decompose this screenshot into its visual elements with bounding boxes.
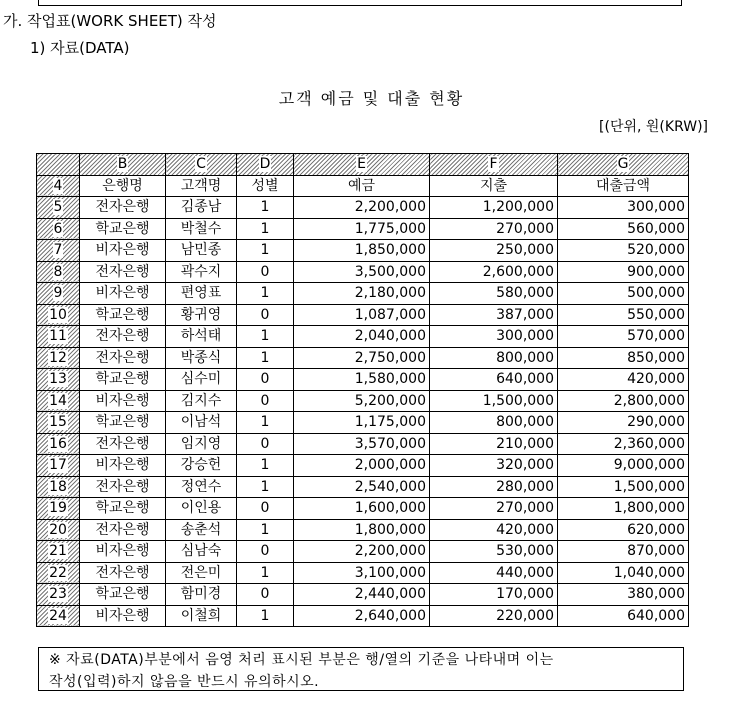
table-row xyxy=(37,519,689,541)
cell-bank: 전자은행 xyxy=(80,261,166,283)
cell-loan: 870,000 xyxy=(558,541,689,563)
worksheet-table xyxy=(36,153,689,627)
cell-expense: 800,000 xyxy=(430,347,558,369)
cell-bank: 학교은행 xyxy=(80,304,166,326)
cell-deposit: 1,175,000 xyxy=(294,412,430,434)
row-number: 15 xyxy=(37,412,80,434)
cell-expense: 1,500,000 xyxy=(430,390,558,412)
col-letter-g: G xyxy=(558,154,689,176)
cell-gender: 1 xyxy=(237,240,294,262)
table-row xyxy=(37,390,689,412)
cell-gender: 1 xyxy=(237,412,294,434)
col-letter-f: F xyxy=(430,154,558,176)
row-number: 13 xyxy=(37,369,80,391)
table-row xyxy=(37,304,689,326)
cell-bank: 학교은행 xyxy=(80,369,166,391)
table-row xyxy=(37,347,689,369)
cell-loan: 420,000 xyxy=(558,369,689,391)
cell-expense: 387,000 xyxy=(430,304,558,326)
cell-bank: 비자은행 xyxy=(80,390,166,412)
row-number: 24 xyxy=(37,605,80,627)
table-row xyxy=(37,584,689,606)
cell-gender: 1 xyxy=(237,218,294,240)
cell-bank: 학교은행 xyxy=(80,584,166,606)
cell-gender: 1 xyxy=(237,455,294,477)
row-number: 14 xyxy=(37,390,80,412)
table-row xyxy=(37,433,689,455)
row-number: 23 xyxy=(37,584,80,606)
row-number: 21 xyxy=(37,541,80,563)
cell-gender: 1 xyxy=(237,605,294,627)
cell-expense: 800,000 xyxy=(430,412,558,434)
cell-expense: 280,000 xyxy=(430,476,558,498)
cell-customer: 편영표 xyxy=(166,283,237,305)
row-number: 6 xyxy=(37,218,80,240)
table-row xyxy=(37,541,689,563)
table-row xyxy=(37,605,689,627)
cell-customer: 황귀영 xyxy=(166,304,237,326)
row-number: 4 xyxy=(37,175,80,197)
cell-expense: 640,000 xyxy=(430,369,558,391)
table-row xyxy=(37,197,689,219)
cell-customer: 박철수 xyxy=(166,218,237,240)
row-number: 5 xyxy=(37,197,80,219)
cell-expense: 320,000 xyxy=(430,455,558,477)
table-row xyxy=(37,326,689,348)
row-number: 9 xyxy=(37,283,80,305)
cell-expense: 2,600,000 xyxy=(430,261,558,283)
cell-deposit: 2,040,000 xyxy=(294,326,430,348)
table-row xyxy=(37,455,689,477)
cell-deposit: 2,200,000 xyxy=(294,541,430,563)
cell-gender: 0 xyxy=(237,369,294,391)
cell-bank: 비자은행 xyxy=(80,605,166,627)
row-number: 10 xyxy=(37,304,80,326)
cell-expense: 420,000 xyxy=(430,519,558,541)
row-number: 12 xyxy=(37,347,80,369)
cell-gender: 0 xyxy=(237,304,294,326)
cell-deposit: 1,600,000 xyxy=(294,498,430,520)
cell-customer: 송춘석 xyxy=(166,519,237,541)
cell-deposit: 2,180,000 xyxy=(294,283,430,305)
unit-label: [(단위, 원(KRW)] xyxy=(599,119,708,135)
cell-deposit: 1,087,000 xyxy=(294,304,430,326)
section-heading: 가. 작업표(WORK SHEET) 작성 xyxy=(3,12,217,30)
column-letter-row xyxy=(37,154,689,176)
col-letter-e: E xyxy=(294,154,430,176)
cell-deposit: 1,850,000 xyxy=(294,240,430,262)
row-number: 8 xyxy=(37,261,80,283)
cell-loan: 2,360,000 xyxy=(558,433,689,455)
row-number: 16 xyxy=(37,433,80,455)
header-bank: 은행명 xyxy=(80,175,166,197)
cell-expense: 270,000 xyxy=(430,498,558,520)
cell-customer: 정연수 xyxy=(166,476,237,498)
cell-gender: 0 xyxy=(237,433,294,455)
table-row xyxy=(37,562,689,584)
row-number: 7 xyxy=(37,240,80,262)
cell-bank: 비자은행 xyxy=(80,541,166,563)
cell-loan: 2,800,000 xyxy=(558,390,689,412)
cell-bank: 학교은행 xyxy=(80,498,166,520)
corner-cell xyxy=(37,154,80,176)
cell-loan: 380,000 xyxy=(558,584,689,606)
cell-customer: 함미경 xyxy=(166,584,237,606)
cell-loan: 290,000 xyxy=(558,412,689,434)
cell-gender: 1 xyxy=(237,283,294,305)
cell-expense: 210,000 xyxy=(430,433,558,455)
cell-bank: 전자은행 xyxy=(80,326,166,348)
note-box xyxy=(38,647,684,691)
cell-customer: 심남숙 xyxy=(166,541,237,563)
cell-bank: 학교은행 xyxy=(80,218,166,240)
cell-bank: 전자은행 xyxy=(80,476,166,498)
table-title: 고객 예금 및 대출 현황 xyxy=(278,89,465,108)
note-line-2: 작성(입력)하지 않음을 반드시 유의하시오. xyxy=(49,674,320,690)
cell-bank: 학교은행 xyxy=(80,412,166,434)
col-letter-c: C xyxy=(166,154,237,176)
cell-expense: 580,000 xyxy=(430,283,558,305)
table-row xyxy=(37,369,689,391)
cell-customer: 이남석 xyxy=(166,412,237,434)
row-number: 22 xyxy=(37,562,80,584)
cell-expense: 220,000 xyxy=(430,605,558,627)
header-customer: 고객명 xyxy=(166,175,237,197)
cell-loan: 1,040,000 xyxy=(558,562,689,584)
cell-deposit: 1,580,000 xyxy=(294,369,430,391)
cell-customer: 이철희 xyxy=(166,605,237,627)
cell-customer: 김지수 xyxy=(166,390,237,412)
cell-customer: 곽수지 xyxy=(166,261,237,283)
cell-customer: 이인용 xyxy=(166,498,237,520)
cell-gender: 1 xyxy=(237,326,294,348)
cell-bank: 전자은행 xyxy=(80,197,166,219)
cell-loan: 850,000 xyxy=(558,347,689,369)
cell-gender: 1 xyxy=(237,562,294,584)
cell-expense: 300,000 xyxy=(430,326,558,348)
subsection-heading: 1) 자료(DATA) xyxy=(30,39,130,57)
cell-bank: 비자은행 xyxy=(80,455,166,477)
cell-deposit: 2,000,000 xyxy=(294,455,430,477)
header-loan: 대출금액 xyxy=(558,175,689,197)
cell-bank: 전자은행 xyxy=(80,433,166,455)
cell-customer: 하석태 xyxy=(166,326,237,348)
header-gender: 성별 xyxy=(237,175,294,197)
cell-loan: 550,000 xyxy=(558,304,689,326)
cell-loan: 640,000 xyxy=(558,605,689,627)
cell-deposit: 3,100,000 xyxy=(294,562,430,584)
cell-loan: 1,500,000 xyxy=(558,476,689,498)
table-row xyxy=(37,261,689,283)
cell-expense: 530,000 xyxy=(430,541,558,563)
cell-gender: 0 xyxy=(237,541,294,563)
cell-deposit: 2,200,000 xyxy=(294,197,430,219)
cell-deposit: 1,775,000 xyxy=(294,218,430,240)
table-row xyxy=(37,412,689,434)
header-deposit: 예금 xyxy=(294,175,430,197)
cell-loan: 570,000 xyxy=(558,326,689,348)
cell-deposit: 2,540,000 xyxy=(294,476,430,498)
row-number: 20 xyxy=(37,519,80,541)
cell-gender: 1 xyxy=(237,476,294,498)
cell-bank: 비자은행 xyxy=(80,283,166,305)
cell-gender: 1 xyxy=(237,347,294,369)
cell-deposit: 1,800,000 xyxy=(294,519,430,541)
cell-customer: 박종식 xyxy=(166,347,237,369)
col-letter-b: B xyxy=(80,154,166,176)
cell-deposit: 5,200,000 xyxy=(294,390,430,412)
table-row xyxy=(37,498,689,520)
cell-deposit: 2,440,000 xyxy=(294,584,430,606)
cell-gender: 0 xyxy=(237,498,294,520)
cell-gender: 1 xyxy=(237,197,294,219)
cell-loan: 520,000 xyxy=(558,240,689,262)
cell-bank: 전자은행 xyxy=(80,519,166,541)
previous-box-border xyxy=(38,0,682,6)
row-number: 17 xyxy=(37,455,80,477)
cell-gender: 1 xyxy=(237,519,294,541)
cell-loan: 1,800,000 xyxy=(558,498,689,520)
cell-loan: 9,000,000 xyxy=(558,455,689,477)
row-number: 18 xyxy=(37,476,80,498)
cell-customer: 남민종 xyxy=(166,240,237,262)
cell-customer: 심수미 xyxy=(166,369,237,391)
cell-expense: 170,000 xyxy=(430,584,558,606)
cell-loan: 560,000 xyxy=(558,218,689,240)
table-row xyxy=(37,218,689,240)
cell-gender: 0 xyxy=(237,584,294,606)
cell-customer: 김종남 xyxy=(166,197,237,219)
cell-gender: 0 xyxy=(237,261,294,283)
cell-customer: 강승헌 xyxy=(166,455,237,477)
header-row xyxy=(37,175,689,197)
cell-expense: 1,200,000 xyxy=(430,197,558,219)
cell-expense: 440,000 xyxy=(430,562,558,584)
header-expense: 지출 xyxy=(430,175,558,197)
cell-deposit: 2,750,000 xyxy=(294,347,430,369)
cell-deposit: 3,570,000 xyxy=(294,433,430,455)
row-number: 19 xyxy=(37,498,80,520)
cell-deposit: 2,640,000 xyxy=(294,605,430,627)
cell-loan: 300,000 xyxy=(558,197,689,219)
cell-customer: 전은미 xyxy=(166,562,237,584)
cell-bank: 전자은행 xyxy=(80,347,166,369)
col-letter-d: D xyxy=(237,154,294,176)
table-row xyxy=(37,283,689,305)
note-line-1: ※ 자료(DATA)부분에서 음영 처리 표시된 부분은 행/열의 기준을 나타내며 이는 xyxy=(49,652,554,668)
table-row xyxy=(37,476,689,498)
cell-loan: 500,000 xyxy=(558,283,689,305)
cell-deposit: 3,500,000 xyxy=(294,261,430,283)
cell-gender: 0 xyxy=(237,390,294,412)
cell-customer: 임지영 xyxy=(166,433,237,455)
cell-loan: 620,000 xyxy=(558,519,689,541)
cell-expense: 270,000 xyxy=(430,218,558,240)
table-row xyxy=(37,240,689,262)
cell-bank: 전자은행 xyxy=(80,562,166,584)
cell-loan: 900,000 xyxy=(558,261,689,283)
row-number: 11 xyxy=(37,326,80,348)
cell-expense: 250,000 xyxy=(430,240,558,262)
cell-bank: 비자은행 xyxy=(80,240,166,262)
